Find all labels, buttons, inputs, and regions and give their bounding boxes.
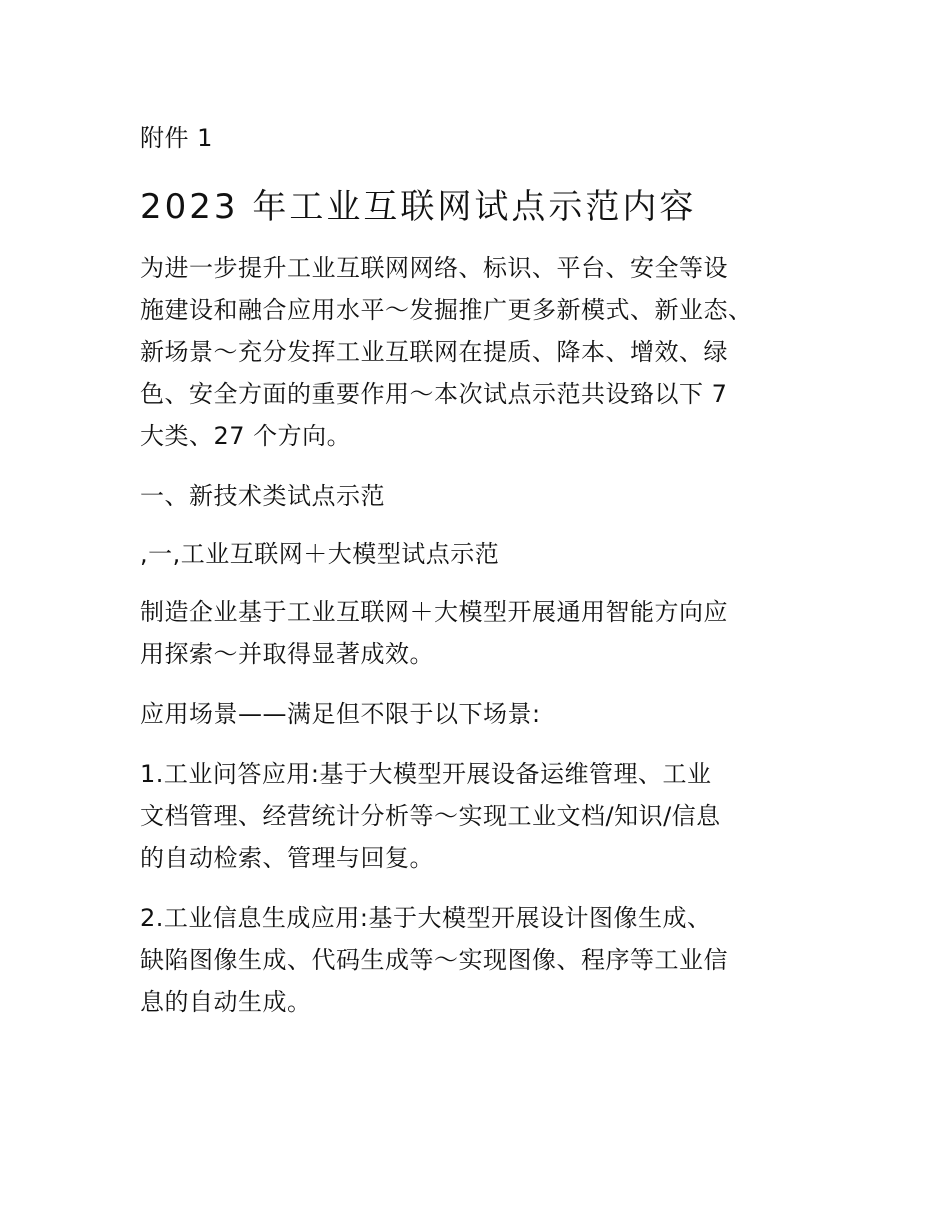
intro-paragraph xyxy=(140,247,830,457)
section-1-heading: 一、新技术类试点示范 xyxy=(140,482,385,510)
section-heading xyxy=(140,475,830,517)
subsection-desc-line: 制造企业基于工业互联网＋大模型开展通用智能方向应 xyxy=(140,598,728,626)
intro-line: 施建设和融合应用水平～发掘推广更多新模式、新业态、 xyxy=(140,296,753,324)
subsection-description xyxy=(140,591,830,675)
scenarios-heading-block xyxy=(140,693,830,735)
attachment-label: 附件 1 xyxy=(140,124,213,152)
scenario-item-line: 2.工业信息生成应用:基于大模型开展设计图像生成、 xyxy=(140,904,712,932)
scenario-item-line: 息的自动生成。 xyxy=(140,988,312,1016)
subsection-1-heading: ,一,工业互联网＋大模型试点示范 xyxy=(140,540,500,568)
scenario-item-line: 缺陷图像生成、代码生成等～实现图像、程序等工业信 xyxy=(140,946,728,974)
subsection-heading xyxy=(140,533,830,575)
scenario-item-1 xyxy=(140,753,830,879)
subsection-desc-line: 用探索～并取得显著成效。 xyxy=(140,640,434,668)
intro-line: 为进一步提升工业互联网网络、标识、平台、安全等设 xyxy=(140,254,728,282)
scenario-item-line: 1.工业问答应用:基于大模型开展设备运维管理、工业 xyxy=(140,760,712,788)
document-title: 2023 年工业互联网试点示范内容 xyxy=(140,187,697,227)
scenario-item-line: 文档管理、经营统计分析等～实现工业文档/知识/信息 xyxy=(140,802,721,830)
intro-line: 新场景～充分发挥工业互联网在提质、降本、增效、绿 xyxy=(140,338,728,366)
intro-line: 色、安全方面的重要作用～本次试点示范共设臵以下 7 xyxy=(140,380,728,408)
intro-line: 大类、27 个方向。 xyxy=(140,422,352,450)
scenario-item-2 xyxy=(140,897,830,1023)
scenarios-heading: 应用场景——满足但不限于以下场景: xyxy=(140,700,541,728)
scenario-item-line: 的自动检索、管理与回复。 xyxy=(140,844,434,872)
document-body xyxy=(140,117,830,1041)
